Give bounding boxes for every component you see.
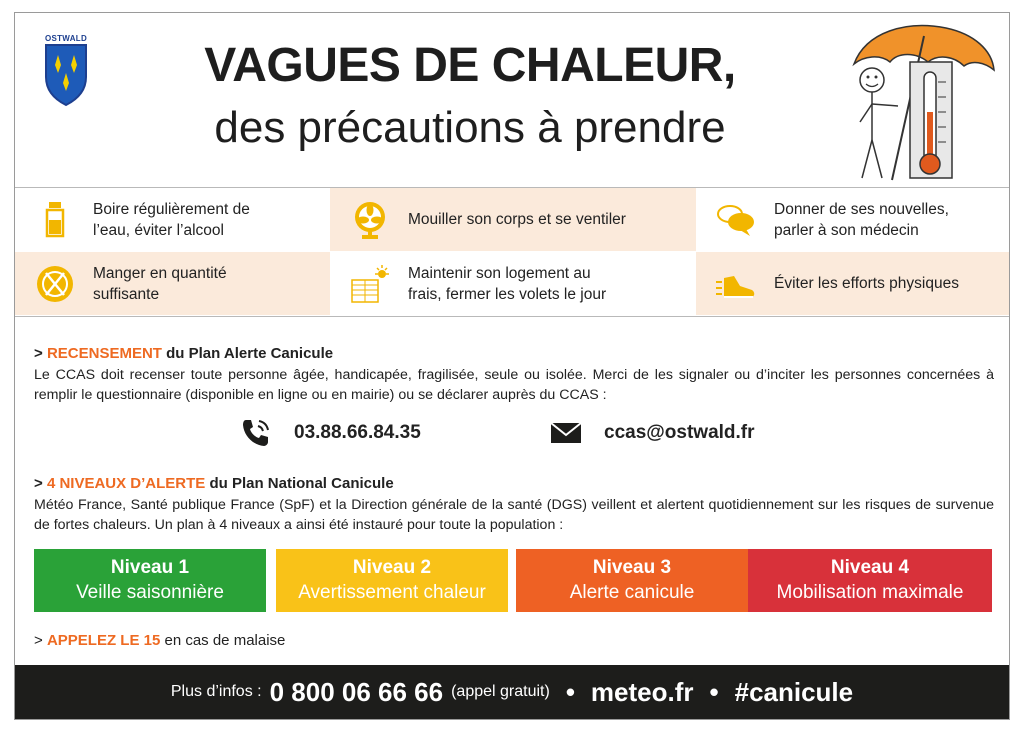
- phone-number[interactable]: 03.88.66.84.35: [294, 422, 421, 443]
- tip-text: Maintenir son logement au frais, fermer les volets le jour: [408, 264, 607, 303]
- call-15-highlight: APPELEZ LE 15: [46, 632, 161, 649]
- section-heading-rest: du Plan Alerte Canicule: [161, 345, 334, 362]
- running-shoe-icon: [716, 264, 756, 304]
- level-1: [34, 549, 266, 612]
- tip-text: Éviter les efforts physiques: [774, 275, 959, 292]
- footer-separator: •: [565, 676, 575, 707]
- call-15-line: [34, 631, 285, 651]
- plate-cutlery-icon: [35, 264, 75, 304]
- tip-effort: [696, 252, 1009, 315]
- footer-hashtag: #canicule: [734, 676, 854, 707]
- section-prefix: >: [34, 345, 47, 362]
- email-contact[interactable]: [550, 418, 755, 448]
- footer-label: Plus d’infos :: [170, 683, 262, 700]
- footer-phone[interactable]: 0 800 06 66 66: [269, 676, 444, 707]
- logo-text: OSTWALD: [44, 34, 88, 43]
- section-heading-rest: du Plan National Canicule: [205, 475, 394, 492]
- stickman-umbrella-thermometer-illustration: [846, 22, 996, 184]
- level-subtitle: Alerte canicule: [569, 582, 695, 603]
- phone-icon: [240, 417, 272, 449]
- shutters-sun-icon: [350, 264, 390, 304]
- level-subtitle: Veille saisonnière: [76, 582, 224, 603]
- speech-bubbles-icon: [716, 200, 756, 240]
- tip-text: Manger en quantité suffisante: [93, 264, 227, 303]
- level-4: [748, 549, 992, 612]
- section-highlight: 4 NIVEAUX D’ALERTE: [46, 475, 206, 492]
- coat-of-arms-icon: [44, 43, 88, 107]
- tip-drink: [15, 188, 330, 251]
- recensement-body: Le CCAS doit recenser toute personne âgée, handicapée, fragilisée, seule ou isolée. Merci de les signaler ou d’inciter les personnes concernées à remplir le questionnaire (disponible en ligne ou en mairie) ou se déclarer auprès du CCAS :: [34, 367, 994, 403]
- bottle-icon: [35, 200, 75, 240]
- footer-separator: •: [709, 676, 719, 707]
- tip-eat: [15, 252, 330, 315]
- page-title: VAGUES DE CHALEUR,: [204, 39, 736, 92]
- niveaux-body: Météo France, Santé publique France (SpF) et la Direction générale de la santé (DGS) veillent et alertent quotidiennement sur les risques de survenue de fortes chaleurs. Un plan à 4 niveaux a ainsi été instauré pour toute la population :: [34, 497, 994, 533]
- footer-bar: [15, 665, 1009, 719]
- level-3: [516, 549, 748, 612]
- fan-icon: [350, 200, 390, 240]
- call-15-rest: en cas de malaise: [160, 632, 286, 649]
- level-subtitle: Avertissement chaleur: [298, 582, 486, 603]
- tip-text: Boire régulièrement de l’eau, éviter l’alcool: [93, 200, 250, 239]
- tip-text: Donner de ses nouvelles, parler à son médecin: [774, 200, 949, 239]
- section-recensement-heading: [34, 344, 333, 364]
- section-highlight: RECENSEMENT: [46, 345, 162, 362]
- level-title: Niveau 3: [592, 557, 672, 578]
- level-title: Niveau 4: [830, 557, 910, 578]
- tips-grid: [15, 187, 1009, 317]
- footer-website-link[interactable]: meteo.fr: [590, 676, 694, 707]
- footer-note: (appel gratuit): [451, 683, 550, 700]
- tip-home: [330, 252, 696, 315]
- page-subtitle: des précautions à prendre: [214, 103, 726, 152]
- level-2: [276, 549, 508, 612]
- section-niveaux-heading: [34, 474, 394, 494]
- phone-contact[interactable]: [240, 418, 421, 448]
- section-prefix: >: [34, 632, 47, 649]
- level-subtitle: Mobilisation maximale: [776, 582, 964, 603]
- level-title: Niveau 1: [110, 557, 190, 578]
- email-address[interactable]: ccas@ostwald.fr: [604, 422, 755, 443]
- ostwald-logo: [40, 34, 92, 112]
- tip-ventilate: [330, 188, 696, 251]
- tip-text: Mouiller son corps et se ventiler: [408, 211, 626, 228]
- section-prefix: >: [34, 475, 47, 492]
- alert-levels: [34, 549, 992, 612]
- tip-news: [696, 188, 1009, 251]
- level-title: Niveau 2: [352, 557, 432, 578]
- envelope-icon: [550, 420, 582, 446]
